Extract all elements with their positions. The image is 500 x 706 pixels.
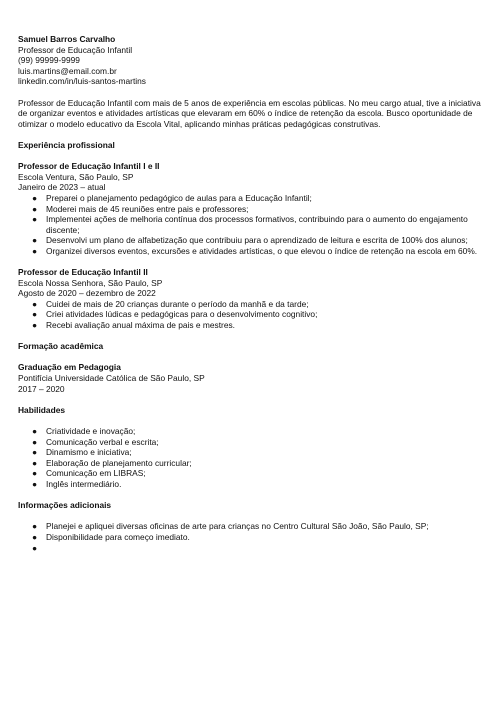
bullet-icon: ● — [32, 235, 38, 246]
school-name: Pontifícia Universidade Católica de São Paulo, SP — [18, 373, 205, 383]
job-bullet-list — [18, 193, 484, 257]
skills-heading: Habilidades — [18, 404, 66, 415]
education-period: 2017 – 2020 — [18, 383, 65, 394]
bullet-icon: ● — [32, 468, 38, 479]
list-item: ● Dinamismo e iniciativa; — [32, 447, 132, 458]
list-item: ● Comunicação verbal e escrita; — [32, 436, 159, 447]
resume-page — [18, 34, 484, 553]
job-period: Agosto de 2020 – dezembro de 2022 — [18, 288, 156, 299]
additional-heading: Informações adicionais — [18, 500, 112, 511]
job-place: Escola Ventura, São Paulo, SP — [18, 171, 134, 182]
list-item: ● Moderei mais de 45 reuniões entre pais e professores; — [32, 203, 249, 214]
list-item: ● Comunicação em LIBRAS; — [32, 468, 146, 479]
candidate-email: luis.martins@email.com.br — [18, 65, 117, 76]
contact-block — [18, 34, 484, 87]
bullet-icon: ● — [32, 531, 38, 542]
list-item: ● Desenvolvi um plano de alfabetização que contribuiu para o aprendizado de leitura e escrita de 100% dos alunos; — [32, 235, 468, 246]
education-heading: Formação acadêmica — [18, 341, 104, 352]
list-item: ● Planejei e apliquei diversas oficinas de arte para crianças no Centro Cultural São João, São Paulo, SP; — [32, 521, 429, 532]
job-place: Escola Nossa Senhora, São Paulo, SP — [18, 277, 163, 288]
bullet-icon: ● — [32, 203, 38, 214]
education-entry — [18, 362, 484, 394]
list-item: ● Criei atividades lúdicas e pedagógicas para o desenvolvimento cognitivo; — [32, 309, 318, 320]
job-title: Professor de Educação Infantil I e II — [18, 161, 160, 172]
bullet-icon: ● — [32, 192, 38, 203]
candidate-role: Professor de Educação Infantil — [18, 44, 133, 55]
list-item: ● Inglês intermediário. — [32, 478, 122, 489]
bullet-icon: ● — [32, 478, 38, 489]
bullet-icon: ● — [32, 542, 38, 553]
summary-paragraph: Professor de Educação Infantil com mais de 5 anos de experiência em escolas públicas. No meu cargo atual, tive a iniciativa de organizar eventos e atividades artísticas que elevaram em 60% o índice de retenção da escola. Busco oportunidade de otimizar o modelo educativo da Escola Vital, aplicando minhas práticas pedagógicas construtivas. — [18, 97, 481, 129]
bullet-icon: ● — [32, 436, 38, 447]
candidate-linkedin: linkedin.com/in/luis-santos-martins — [18, 76, 146, 87]
job-bullet-list — [18, 299, 484, 331]
skills-list — [18, 426, 484, 490]
job-period: Janeiro de 2023 – atual — [18, 182, 106, 193]
experience-heading: Experiência profissional — [18, 139, 115, 150]
additional-list — [18, 521, 484, 553]
list-item: ● Preparei o planejamento pedagógico de aulas para a Educação Infantil; — [32, 192, 312, 203]
degree-title: Graduação em Pedagogia — [18, 362, 121, 373]
bullet-icon: ● — [32, 320, 38, 331]
bullet-icon: ● — [32, 457, 38, 468]
candidate-phone: (99) 99999-9999 — [18, 55, 80, 66]
candidate-name: Samuel Barros Carvalho — [18, 34, 116, 44]
job-title: Professor de Educação Infantil II — [18, 267, 148, 278]
list-item: ● Disponibilidade para começo imediato. — [32, 531, 190, 542]
bullet-icon: ● — [32, 298, 38, 309]
list-item: ● Criatividade e inovação; — [32, 425, 136, 436]
list-item: ● Elaboração de planejamento curricular; — [32, 457, 192, 468]
bullet-icon: ● — [32, 521, 38, 532]
list-item: ● Cuidei de mais de 20 crianças durante o período da manhã e da tarde; — [32, 298, 309, 309]
job-entry — [18, 161, 484, 256]
list-item: ● Organizei diversos eventos, excursões e atividades artísticas, o que elevou o índice de retenção na escola em 60%. — [32, 245, 478, 256]
list-item: ● Recebi avaliação anual máxima de pais e mestres. — [32, 320, 235, 331]
bullet-icon: ● — [32, 214, 38, 225]
bullet-icon: ● — [32, 447, 38, 458]
bullet-icon: ● — [32, 309, 38, 320]
bullet-icon: ● — [32, 425, 38, 436]
bullet-icon: ● — [32, 245, 38, 256]
job-entry — [18, 267, 484, 331]
list-item: ● Implementei ações de melhoria contínua dos processos formativos, contribuindo para o aumento do engajamento discente; — [32, 214, 468, 235]
